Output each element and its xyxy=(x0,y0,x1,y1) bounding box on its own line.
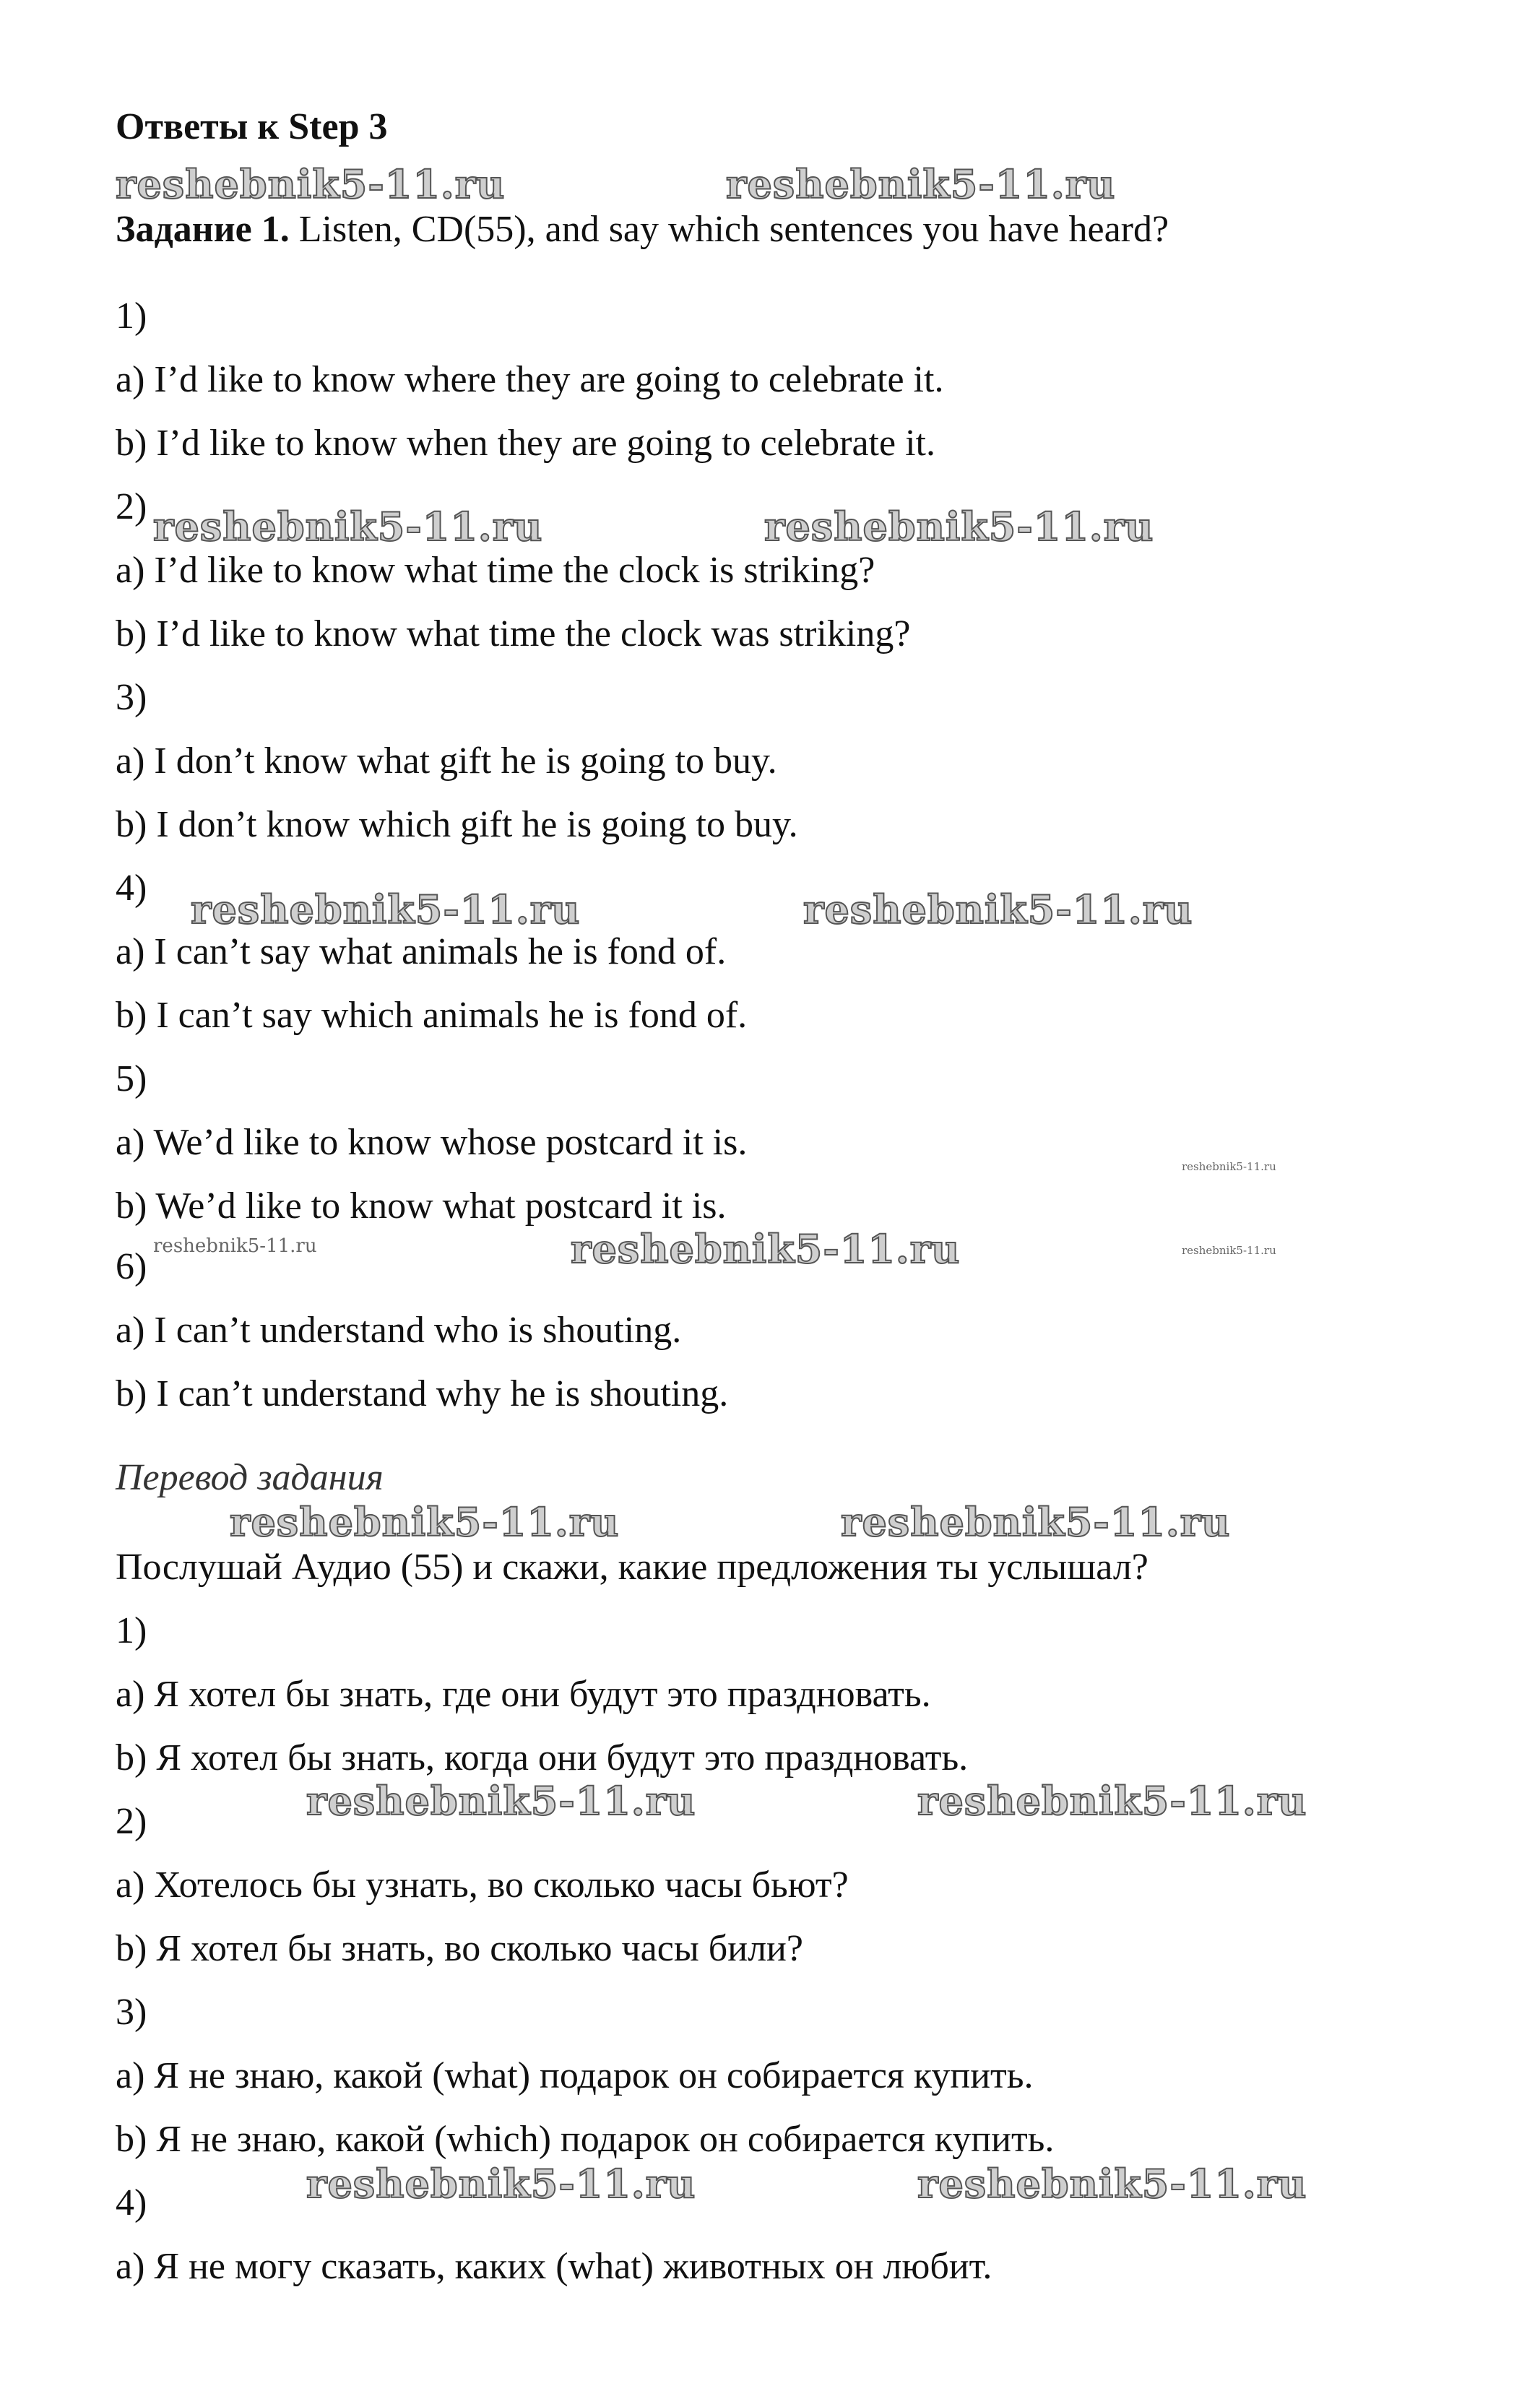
group-number: 4) xyxy=(116,868,147,909)
sentence-a: a) I’d like to know where they are going to celebrate it. xyxy=(116,359,944,400)
task1-heading xyxy=(116,211,1169,248)
sentence-b: b) I’d like to know when they are going to celebrate it. xyxy=(116,423,935,464)
watermark: reshebnik5-11.ru xyxy=(764,503,1154,550)
watermark-small: reshebnik5-11.ru xyxy=(153,1235,317,1257)
group-number: 2) xyxy=(116,1801,147,1842)
watermark: reshebnik5-11.ru xyxy=(726,161,1116,207)
group-number: 3) xyxy=(116,677,147,718)
task1-label: Задание 1. xyxy=(116,209,290,250)
sentence-b: b) I can’t understand why he is shouting. xyxy=(116,1373,729,1414)
watermark-small: reshebnik5-11.ru xyxy=(1182,1244,1276,1257)
watermark: reshebnik5-11.ru xyxy=(917,2161,1307,2207)
translation-heading: Перевод задания xyxy=(116,1457,384,1498)
watermark: reshebnik5-11.ru xyxy=(230,1499,620,1545)
sentence-b: b) I can’t say which animals he is fond of. xyxy=(116,995,748,1036)
watermark: reshebnik5-11.ru xyxy=(191,886,581,933)
sentence-a: a) Я не знаю, какой (what) подарок он собирается купить. xyxy=(116,2055,1034,2096)
sentence-a: a) I’d like to know what time the clock is striking? xyxy=(116,550,875,591)
sentence-a: a) Хотелось бы узнать, во сколько часы бьют? xyxy=(116,1864,849,1906)
watermark: reshebnik5-11.ru xyxy=(841,1499,1231,1545)
sentence-b: b) Я хотел бы знать, когда они будут это праздновать. xyxy=(116,1737,969,1778)
sentence-b: b) I’d like to know what time the clock was striking? xyxy=(116,613,911,654)
group-number: 6) xyxy=(116,1246,147,1287)
group-number: 2) xyxy=(116,486,147,527)
group-number: 5) xyxy=(116,1058,147,1099)
watermark: reshebnik5-11.ru xyxy=(306,2161,696,2207)
sentence-a: a) We’d like to know whose postcard it is. xyxy=(116,1122,748,1163)
page-title: Ответы к Step 3 xyxy=(116,106,388,147)
watermark: reshebnik5-11.ru xyxy=(571,1226,961,1272)
sentence-a: a) I can’t say what animals he is fond of. xyxy=(116,931,727,972)
sentence-b: b) I don’t know which gift he is going to buy. xyxy=(116,804,798,845)
sentence-b: b) We’d like to know what postcard it is. xyxy=(116,1185,727,1227)
sentence-a: a) Я не могу сказать, каких (what) животных он любит. xyxy=(116,2246,992,2287)
watermark: reshebnik5-11.ru xyxy=(153,503,543,550)
group-number: 4) xyxy=(116,2182,147,2223)
watermark-small: reshebnik5-11.ru xyxy=(1182,1160,1276,1173)
sentence-b: b) Я не знаю, какой (which) подарок он собирается купить. xyxy=(116,2119,1055,2160)
task1-text: Listen, CD(55), and say which sentences you have heard? xyxy=(289,209,1169,250)
watermark: reshebnik5-11.ru xyxy=(803,886,1193,933)
watermark: reshebnik5-11.ru xyxy=(116,161,506,207)
sentence-b: b) Я хотел бы знать, во сколько часы били? xyxy=(116,1928,803,1969)
sentence-a: a) I can’t understand who is shouting. xyxy=(116,1310,682,1351)
watermark: reshebnik5-11.ru xyxy=(917,1778,1307,1824)
watermark: reshebnik5-11.ru xyxy=(306,1778,696,1824)
translation-instruction: Послушай Аудио (55) и скажи, какие предложения ты услышал? xyxy=(116,1547,1148,1588)
sentence-a: a) I don’t know what gift he is going to buy. xyxy=(116,740,777,782)
group-number: 1) xyxy=(116,1610,147,1651)
group-number: 3) xyxy=(116,1992,147,2033)
group-number: 1) xyxy=(116,295,147,337)
sentence-a: a) Я хотел бы знать, где они будут это праздновать. xyxy=(116,1674,931,1715)
